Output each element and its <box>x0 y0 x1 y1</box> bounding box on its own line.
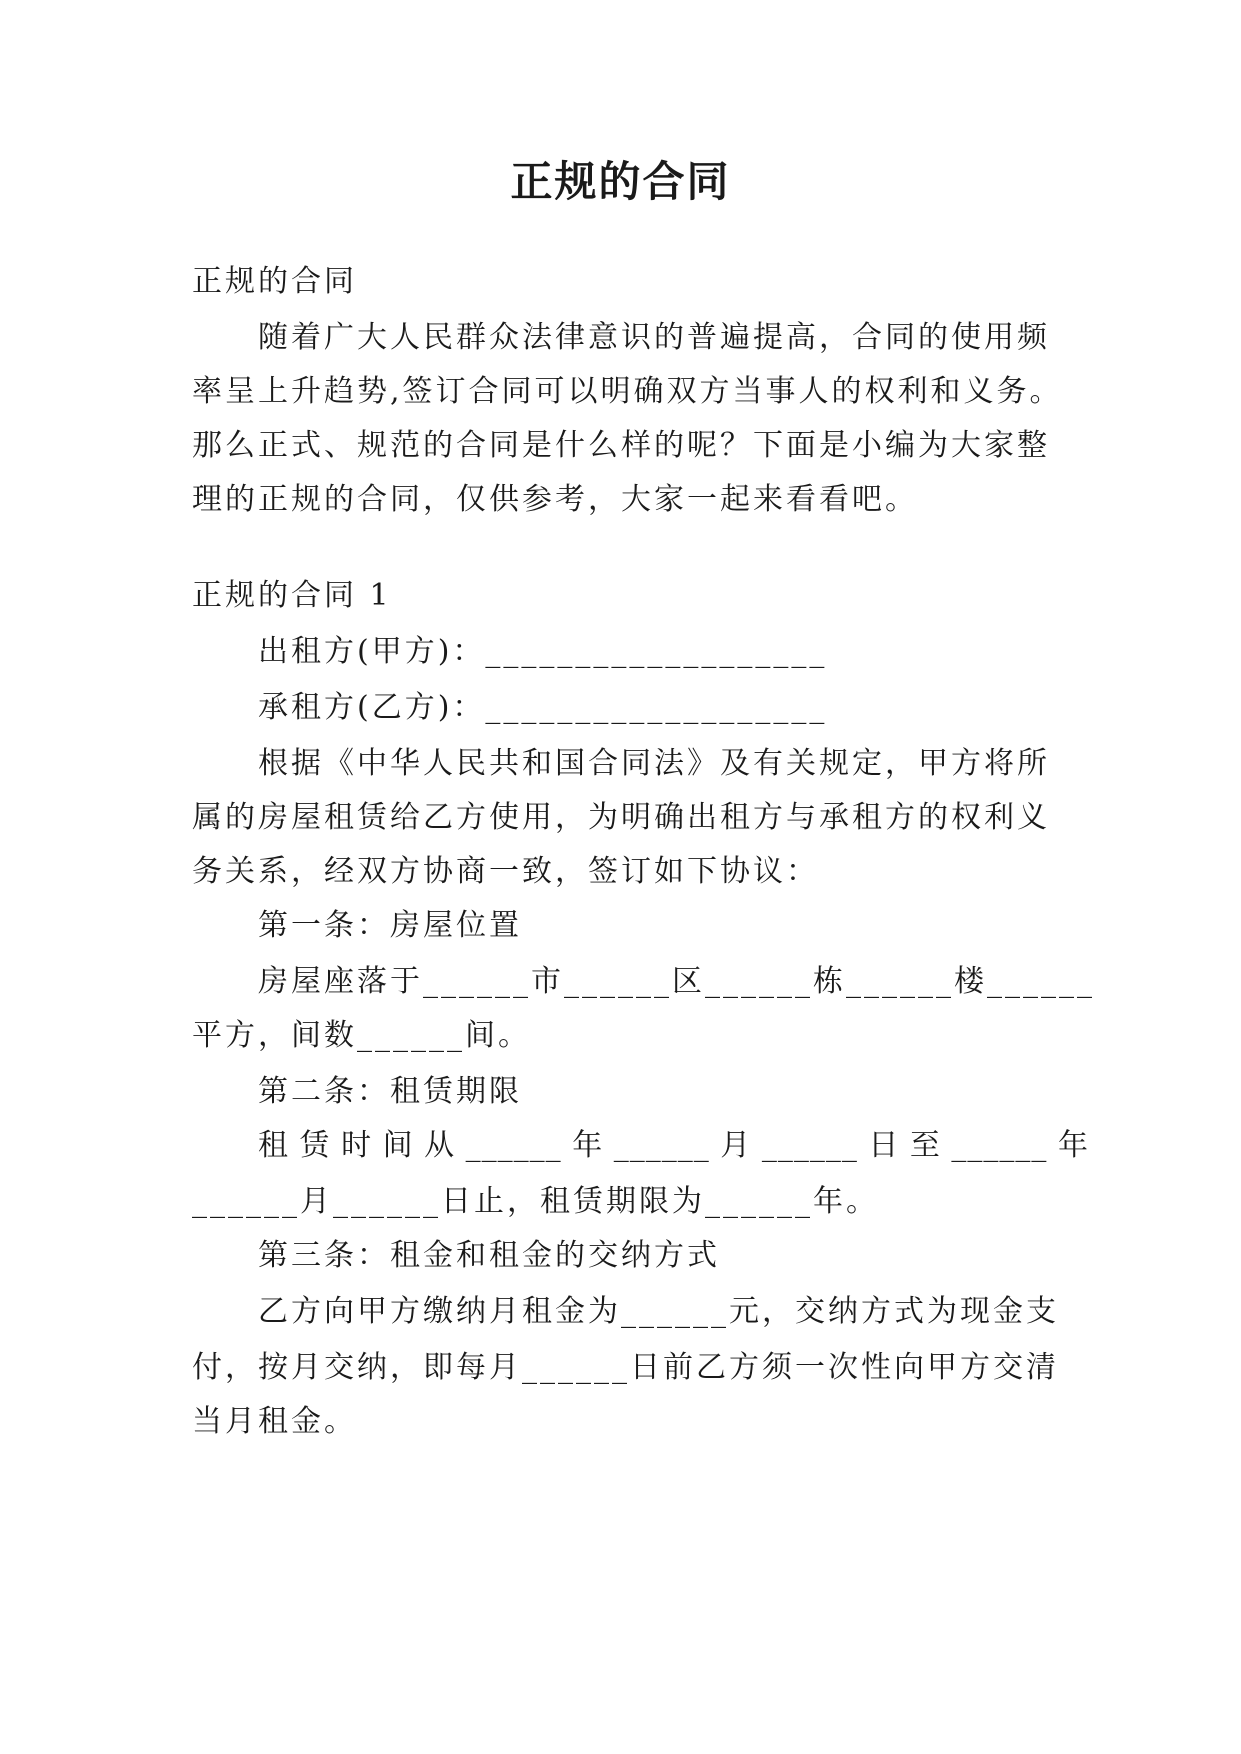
document-title: 正规的合同 <box>510 157 731 206</box>
article-3-line: 当月租金。 <box>192 1404 357 1439</box>
article-2-line: ______月______日止，租赁期限为______年。 <box>192 1184 879 1219</box>
document-subtitle: 正规的合同 <box>192 264 357 299</box>
article-3-line: 乙方向甲方缴纳月租金为______元，交纳方式为现金支 <box>258 1294 1059 1329</box>
intro-line: 那么正式、规范的合同是什么样的呢？下面是小编为大家整 <box>192 428 1050 463</box>
article-3-line: 付，按月交纳，即每月______日前乙方须一次性向甲方交清 <box>192 1350 1059 1385</box>
article-2-title: 第二条：租赁期限 <box>258 1074 522 1109</box>
preamble-line: 务关系，经双方协商一致，签订如下协议： <box>192 854 819 889</box>
preamble-line: 属的房屋租赁给乙方使用，为明确出租方与承租方的权利义 <box>192 800 1050 835</box>
lessee-line: 承租方(乙方)：___________________ <box>258 690 828 725</box>
intro-line: 理的正规的合同，仅供参考，大家一起来看看吧。 <box>192 482 918 517</box>
article-1-line: 平方，间数______间。 <box>192 1018 531 1053</box>
article-2-line: 租 赁 时 间 从 ______ 年 ______ 月 ______ 日 至 ______ 年 <box>258 1128 1089 1163</box>
article-1-line: 房屋座落于______市______区______栋______楼______ <box>258 964 1095 999</box>
article-3-title: 第三条：租金和租金的交纳方式 <box>258 1238 720 1273</box>
intro-line: 随着广大人民群众法律意识的普遍提高，合同的使用频 <box>258 320 1050 355</box>
lessor-line: 出租方(甲方)：___________________ <box>258 634 828 669</box>
preamble-line: 根据《中华人民共和国合同法》及有关规定，甲方将所 <box>258 746 1050 781</box>
intro-line: 率呈上升趋势,签订合同可以明确双方当事人的权利和义务。 <box>192 374 1063 409</box>
article-1-title: 第一条：房屋位置 <box>258 908 522 943</box>
contract-heading: 正规的合同 1 <box>192 578 392 613</box>
